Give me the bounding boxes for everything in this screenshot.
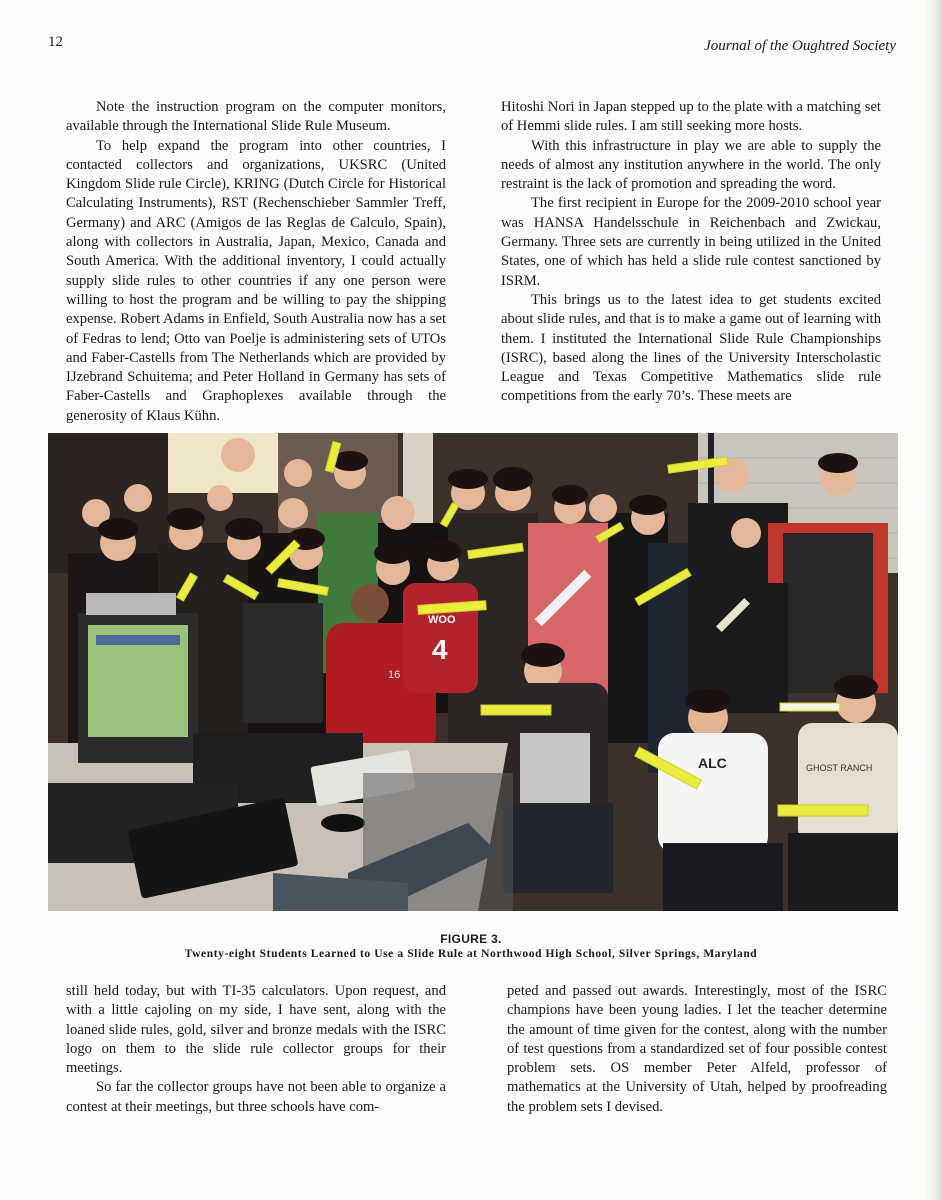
paragraph: Note the instruction program on the computer monitors, available through the International Slide Rule Museum. [66, 99, 446, 135]
paragraph: peted and passed out awards. Interestingly, most of the ISRC champions have been young ladies. I let the teacher determine the amount of time given for the contest, along with the number of test questions from a standardized set of four possible contest problem sets. OS member Peter Alfeld, professor of mathematics at the University of Utah, helped by proofreading the problem sets I devised. [507, 983, 887, 1115]
running-header: Journal of the Oughtred Society [704, 38, 896, 54]
shirt-text-ghost-ranch: GHOST RANCH [806, 763, 873, 773]
paragraph: So far the collector groups have not been able to organize a contest at their meetings, but three schools have com- [66, 1079, 446, 1115]
column-bottom-left [66, 982, 446, 1117]
paragraph: The first recipient in Europe for the 2009-2010 school year was HANSA Handelsschule in Reichenbach and Zwickau, Germany. Three sets are currently in being utilized in the United States, one of which has held a slide rule contest sanctioned by ISRM. [501, 195, 881, 289]
group-photo [48, 433, 898, 911]
column-bottom-right [507, 982, 887, 1117]
column-top-left [66, 98, 446, 426]
shirt-number-16: 16 [388, 669, 401, 681]
column-top-right [501, 98, 881, 407]
paragraph: Hitoshi Nori in Japan stepped up to the plate with a matching set of Hemmi slide rules. I am still seeking more hosts. [501, 99, 881, 135]
figure-label: FIGURE 3. [440, 932, 502, 946]
paragraph: With this infrastructure in play we are able to supply the needs of almost any institution anywhere in the world. The only restraint is the lack of promotion and spreading the word. [501, 137, 881, 193]
page-number: 12 [48, 34, 63, 50]
page-edge-shadow [924, 0, 942, 1200]
paragraph: This brings us to the latest idea to get students excited about slide rules, and that is to make a game out of learning with them. I instituted the International Slide Rule Championships (ISRC), based along the lines of the University Interscholastic League and Texas Competitive Mathematics slide rule competitions from the early 70’s. These meets are [501, 291, 881, 405]
paragraph: still held today, but with TI-35 calculators. Upon request, and with a little cajoling on my side, I have sent, along with the loaned slide rules, gold, silver and bronze medals with the ISRC logo on them to the slide rule collector groups for their meetings. [66, 983, 446, 1077]
paragraph: To help expand the program into other countries, I contacted collectors and organizations, UKSRC (United Kingdom Slide rule Circle), KRING (Dutch Circle for Historical Calculating Instruments), RST (Rechenschieber Sammler Treff, Germany) and ARC (Amigos de las Reglas de Calculo, Spain), along with collectors in Australia, Japan, Mexico, Canada and South America. With the additional inventory, I could actually supply slide rules to other countries if any one person were willing to host the program and be willing to pay the shipping expense. Robert Adams in Enfield, South Australia now has a set of Fedras to lend; Otto van Poelje is administering sets of UTOs and Faber-Castells from The Netherlands which are provided by IJzebrand Schuitema; and Peter Holland in Germany has sets of Faber-Castells and Graphoplexes available through the generosity of Klaus Kühn. [66, 137, 446, 424]
shirt-text-woo: WOO [428, 614, 456, 626]
group-photo-illustration [48, 433, 898, 911]
shirt-text-alc: ALC [698, 755, 727, 771]
figure-caption: Twenty-eight Students Learned to Use a Slide Rule at Northwood High School, Silver Springs, Maryland [184, 948, 758, 960]
shirt-number-4: 4 [432, 634, 448, 665]
